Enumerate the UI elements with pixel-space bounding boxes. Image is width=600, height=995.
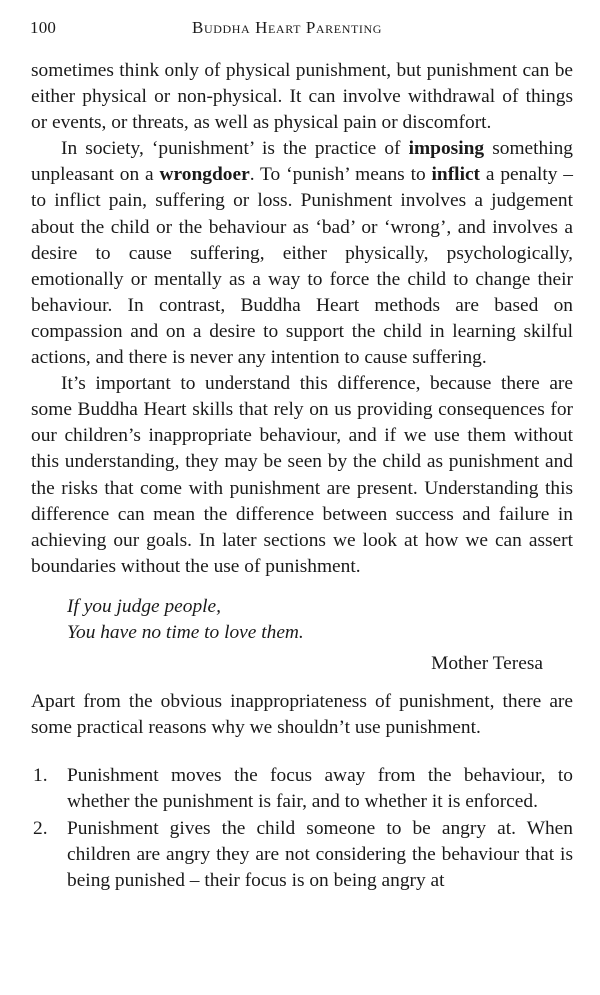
paragraph-difference: It’s important to understand this difference, because there are some Buddha Heart skills that rely on us providing consequences for our children’s inappropriate behaviour, and if we use them without this understanding, they may be seen by the child as punishment and the risks that come with punishment are present. Understanding this difference can mean the difference between success and failure in achieving our goals. In later sections we look at how we can assert boundaries without the use of punishment. — [31, 373, 573, 577]
page-number: 100 — [30, 18, 57, 37]
paragraph-continued: sometimes think only of physical punishment, but punishment can be either physical or non-physical. It can involve withdrawal of things or events, or threats, as well as physical pain or discomfort. — [31, 60, 573, 134]
paragraph-definition — [31, 136, 573, 371]
reasons-list — [31, 763, 573, 893]
text-run: . To ‘punish’ means to — [249, 164, 432, 186]
paragraph-practical-reasons: Apart from the obvious inappropriateness of punishment, there are some practical reasons why we shouldn’t use punishment. — [31, 691, 573, 739]
text-run: something unpleasant on a — [31, 138, 573, 186]
list-number: 2. — [33, 817, 48, 839]
list-item — [31, 816, 573, 894]
running-head — [30, 18, 572, 42]
quote-line-1: If you judge people, — [67, 595, 221, 617]
list-item-text: Punishment moves the focus away from the behaviour, to whether the punishment is fair, and to whether it is enforced. — [67, 765, 573, 813]
bold-term-inflict: inflict — [431, 164, 481, 186]
body-text — [31, 58, 573, 894]
quote-line-2: You have no time to love them. — [67, 621, 304, 643]
quote-attribution: Mother Teresa — [431, 653, 543, 675]
bold-term-imposing: imposing — [408, 138, 485, 160]
running-title: Buddha Heart Parenting — [192, 18, 383, 37]
list-number: 1. — [33, 765, 48, 787]
text-run: a penalty – to inflict pain, suffering or loss. Punishment involves a judgement about the child or the behaviour as ‘bad’ or ‘wrong’, and involves a desire to cause suffering, either physically, psychologically, emotionally or mentally as a way to force the child to change their behaviour. In contrast, Buddha Heart methods are based on compassion and on a desire to support the child in learning skilful actions, and there is never any intention to cause suffering. — [31, 164, 574, 369]
bold-term-wrongdoer: wrongdoer — [159, 164, 250, 186]
text-run: In society, ‘punishment’ is the practice of — [61, 138, 409, 160]
list-item — [31, 763, 573, 815]
quote-block — [31, 594, 573, 646]
list-item-text: Punishment gives the child someone to be angry at. When children are angry they are not considering the behaviour that is being punished – their focus is on being angry at — [67, 817, 573, 891]
